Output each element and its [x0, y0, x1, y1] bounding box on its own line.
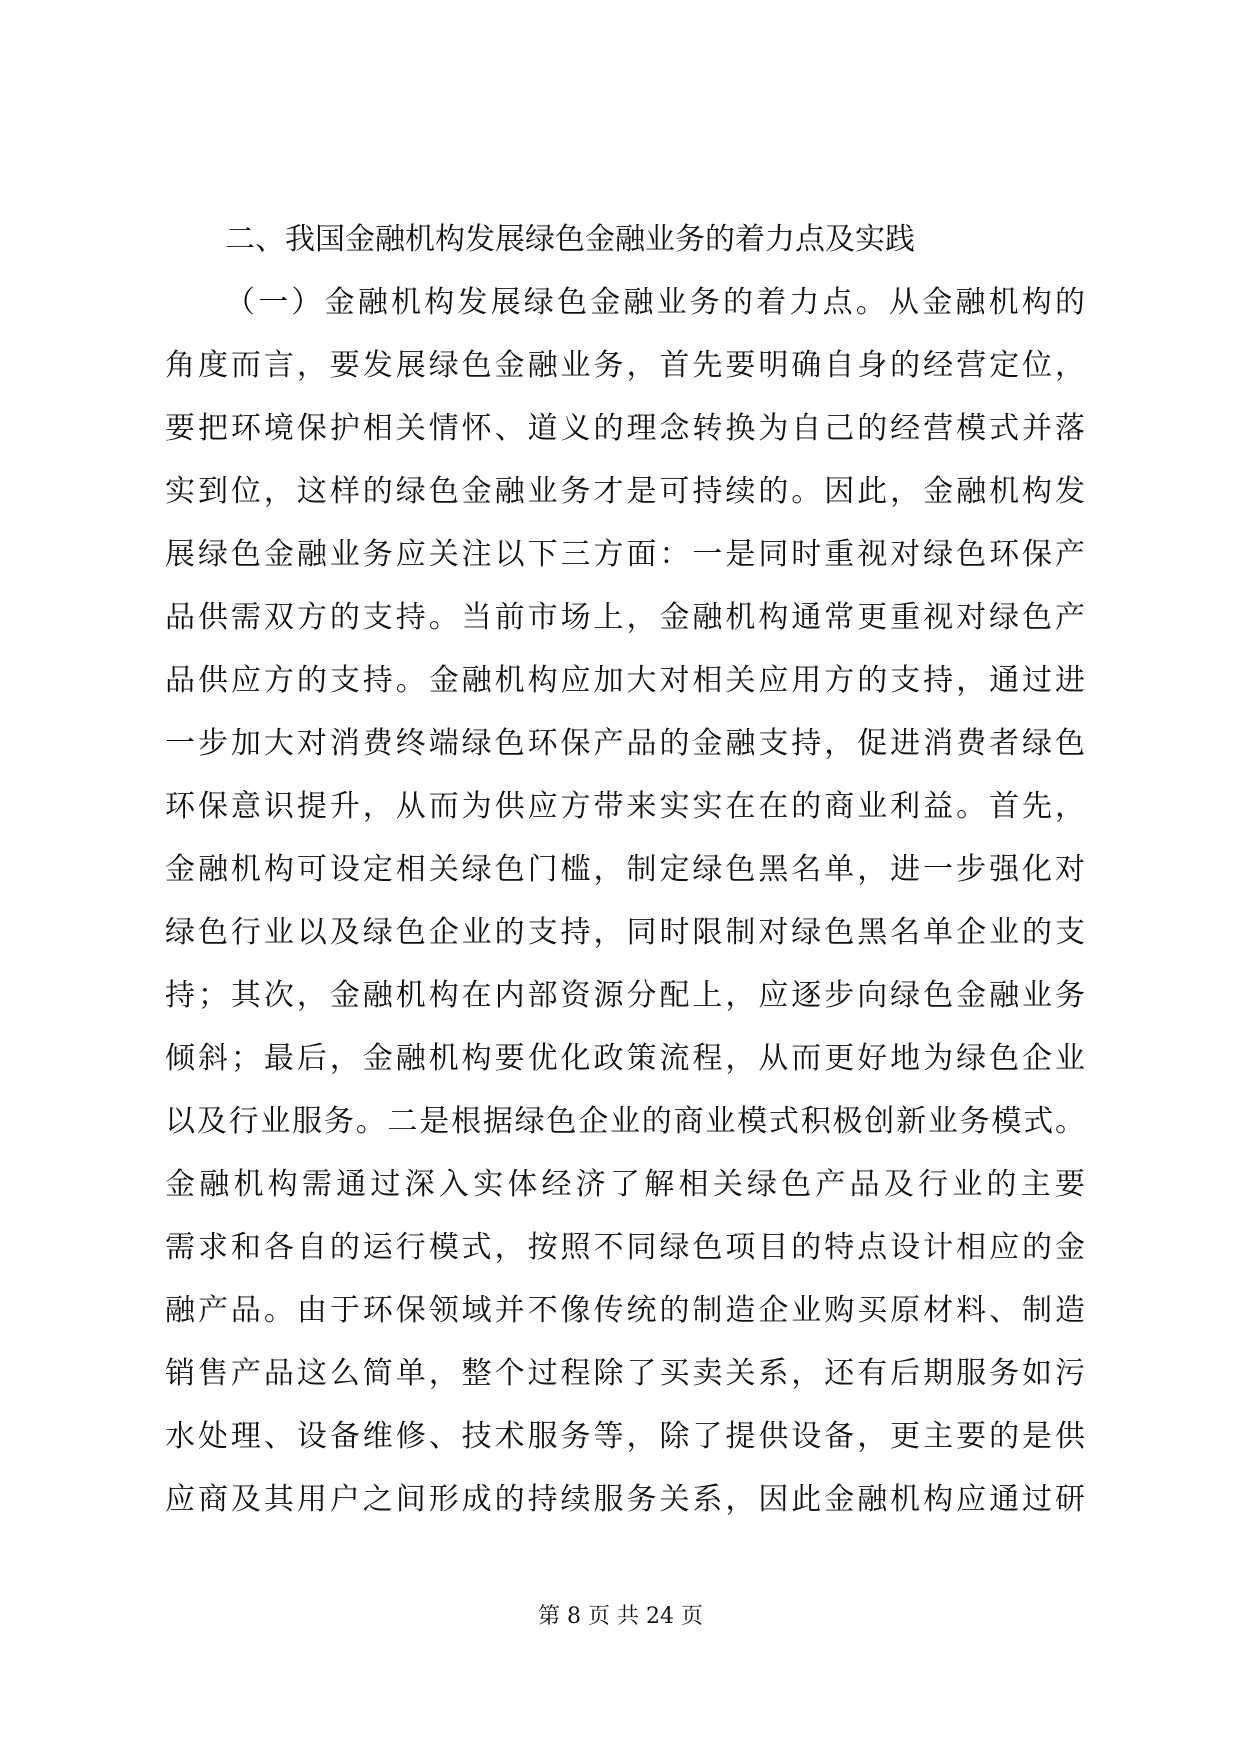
paragraph-line: 应商及其用户之间形成的持续服务关系，因此金融机构应通过研 — [165, 1482, 1085, 1517]
paragraph-line: 需求和各自的运行模式，按照不同绿色项目的特点设计相应的金 — [165, 1230, 1085, 1265]
body-text — [165, 208, 1085, 1531]
paragraph-line: 一步加大对消费终端绿色环保产品的金融支持，促进消费者绿色 — [165, 726, 1085, 761]
paragraph-line: （一）金融机构发展绿色金融业务的着力点。从金融机构的 — [225, 285, 1085, 320]
page-number-footer: 第 8 页 共 24 页 — [538, 1604, 703, 1629]
paragraph-line: 金融机构可设定相关绿色门槛，制定绿色黑名单，进一步强化对 — [165, 852, 1085, 887]
paragraph-line: 金融机构需通过深入实体经济了解相关绿色产品及行业的主要 — [165, 1167, 1085, 1202]
paragraph-line: 环保意识提升，从而为供应方带来实实在在的商业利益。首先， — [165, 789, 1085, 824]
paragraph-line: 要把环境保护相关情怀、道义的理念转换为自己的经营模式并落 — [165, 411, 1085, 446]
paragraph-line: 持；其次，金融机构在内部资源分配上，应逐步向绿色金融业务 — [165, 978, 1085, 1013]
paragraph-line: 以及行业服务。二是根据绿色企业的商业模式积极创新业务模式。 — [165, 1104, 1085, 1139]
paragraph-line: 绿色行业以及绿色企业的支持，同时限制对绿色黑名单企业的支 — [165, 915, 1085, 950]
paragraph-line: 实到位，这样的绿色金融业务才是可持续的。因此，金融机构发 — [165, 474, 1085, 509]
paragraph-line: 角度而言，要发展绿色金融业务，首先要明确自身的经营定位， — [165, 348, 1085, 383]
paragraph-line: 水处理、设备维修、技术服务等，除了提供设备，更主要的是供 — [165, 1419, 1085, 1454]
paragraph-line: 融产品。由于环保领域并不像传统的制造企业购买原材料、制造 — [165, 1293, 1085, 1328]
paragraph-line: 销售产品这么简单，整个过程除了买卖关系，还有后期服务如污 — [165, 1356, 1085, 1391]
paragraph-line: 品供应方的支持。金融机构应加大对相关应用方的支持，通过进 — [165, 663, 1085, 698]
section-heading: 二、我国金融机构发展绿色金融业务的着力点及实践 — [225, 222, 915, 257]
paragraph-line: 品供需双方的支持。当前市场上，金融机构通常更重视对绿色产 — [165, 600, 1085, 635]
paragraph-line: 展绿色金融业务应关注以下三方面：一是同时重视对绿色环保产 — [165, 537, 1085, 572]
paragraph-line: 倾斜；最后，金融机构要优化政策流程，从而更好地为绿色企业 — [165, 1041, 1085, 1076]
